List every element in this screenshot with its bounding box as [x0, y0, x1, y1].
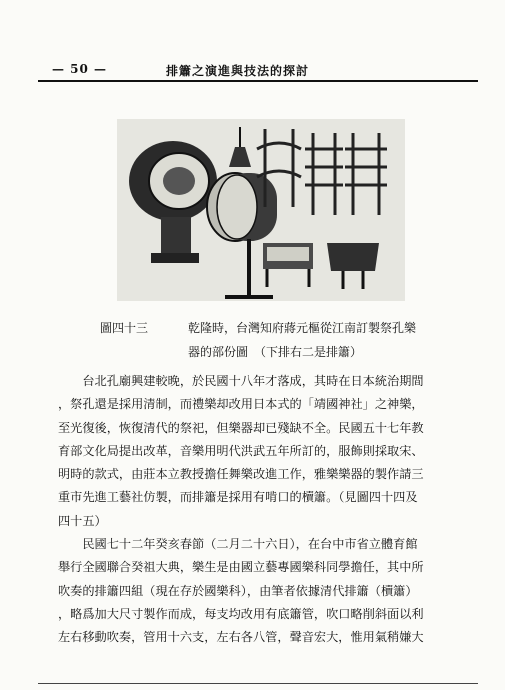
page-header [38, 62, 478, 80]
text-line: 明時的款式，由莊本立教授擔任舞樂改進工作，雅樂樂器的製作請三 [58, 467, 424, 482]
text-line: 吹奏的排簫四組（現在存於國樂科），由筆者依據清代排簫（櫝簫） [58, 583, 418, 598]
header-rule [38, 80, 478, 82]
body-text [58, 370, 464, 650]
text-line: 育部文化局提出改革，音樂用明代洪武五年所訂的，服飾則採取宋、 [58, 443, 424, 458]
paragraph [58, 533, 464, 649]
text-line: 左右移動吹奏，管用十六支，左右各八管，聲音宏大，惟用氣稍嫌大 [58, 630, 424, 645]
running-title: 排簫之演進與技法的探討 [166, 64, 310, 78]
text-line: 舉行全國聯合癸祖大典，樂生是由國立藝專國樂科同學擔任，其中所 [58, 560, 424, 575]
paragraph [58, 370, 464, 533]
page-number: — 50 — [52, 62, 108, 76]
text-line: 重市先進工藝社仿製，而排簫是採用有啃口的櫝簫。（見圖四十四及 [58, 490, 418, 505]
text-line: 台北孔廟興建較晚，於民國十八年才落成，其時在日本統治期間 [58, 374, 424, 388]
bottom-rule [38, 683, 478, 684]
caption-line: 器的部份圖 （下排右二是排簫） [188, 345, 363, 359]
text-line: 民國七十二年癸亥春節（二月二十六日），在台中市省立體育館 [58, 537, 418, 552]
caption-line: 乾隆時，台灣知府蔣元樞從江南訂製祭孔樂 [188, 321, 417, 335]
figure-label: 圖四十三 [100, 321, 149, 335]
text-line: 四十五） [58, 513, 107, 528]
text-line: ，略爲加大尺寸製作而成，每支均改用有底簫管，吹口略削斜面以利 [58, 606, 424, 621]
ritual-instruments-illustration [117, 119, 405, 301]
text-line: ，祭孔還是採用清制，而禮樂却改用日本式的「靖國神社」之神樂， [58, 397, 424, 412]
figure-illustration [117, 119, 405, 301]
text-line: 至光復後，恢復清代的祭祀，但樂器却已殘缺不全。民國五十七年教 [58, 420, 424, 435]
